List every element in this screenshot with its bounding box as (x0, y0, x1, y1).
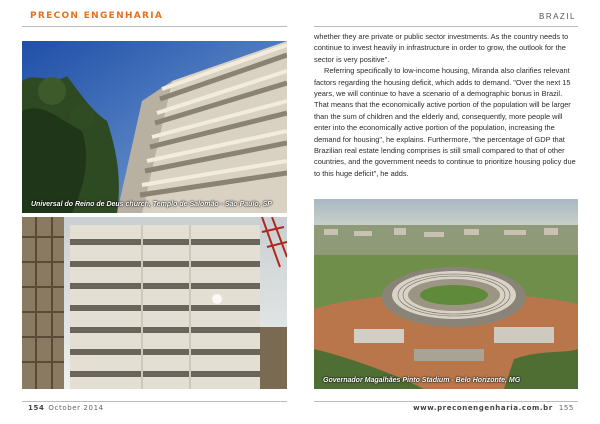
header-rule-right (314, 26, 578, 27)
page-number-left: 154 (28, 404, 45, 412)
page-number-right: 155 (558, 404, 574, 412)
header-rule-left (22, 26, 287, 27)
construction-photo (22, 217, 287, 389)
church-photo-caption: Universal do Reino de Deus church, Templo de Salomão - São Paulo, SP (31, 201, 272, 208)
section-label: BRAZIL (538, 12, 576, 21)
stadium-photo (314, 199, 578, 389)
stadium-photo-caption: Governador Magalhães Pinto Stadium - Belo Horizonte, MG (323, 377, 521, 384)
article-paragraph-1: whether they are private or public sector investments. As the country needs to continue to invest heavily in infrastructure in order to grow, the outlook for the sector is very positive". (314, 32, 569, 64)
footer-left (28, 404, 104, 412)
issue-date: October 2014 (48, 404, 104, 412)
footer-right (413, 404, 574, 412)
brand-logo: PRECON ENGENHARIA (30, 11, 164, 21)
article-paragraph-2: Referring specifically to low-income housing, Miranda also clarifies relevant factors regarding the housing deficit, which adds to demand. "Over the next 15 years, we will continue to have a scenario of a demographic bonus in Brazil. That means that the economically active portion of the population will be larger than the sum of children and the elderly and, consequently, more people will enter into the economically active portion of the population, increasing the demand for housing", he explains. Furthermore, "the percentage of GDP that Brazilian real estate lending comprises is still small compared to that of other countries, and the government needs to continue to prioritize housing policy due to this huge deficit", he adds. (314, 66, 576, 178)
article-body (314, 31, 578, 179)
website-link[interactable]: www.preconengenharia.com.br (413, 404, 553, 412)
footer-rule-left (22, 401, 287, 402)
footer-rule-right (314, 401, 578, 402)
church-photo (22, 41, 287, 213)
